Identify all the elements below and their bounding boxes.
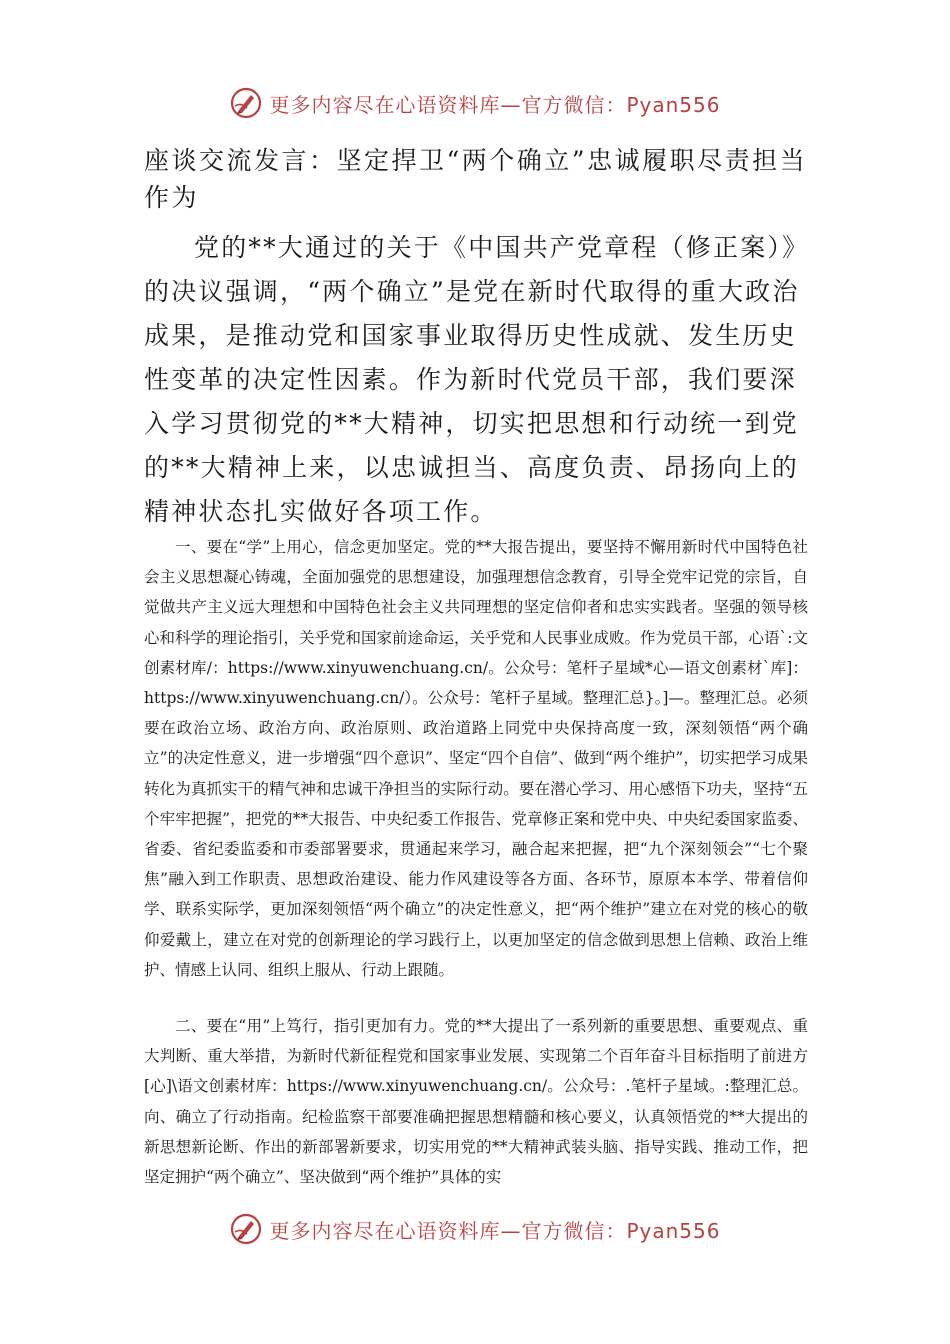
header-watermark xyxy=(0,80,950,126)
pen-logo-icon xyxy=(229,1212,263,1246)
document-title: 座谈交流发言：坚定捍卫“两个确立”忠诚履职尽责担当作为 xyxy=(144,146,808,212)
body-paragraph-2: 二、要在“用”上笃行，指引更加有力。党的**大提出了一系列新的重要思想、重要观点、重大判断、重大举措，为新时代新征程党和国家事业发展、实现第二个百年奋斗目标指明了前进方[心]\语文创素材库：https://www.xinyuwenchuang.cn/。公众号：.笔杆子星域。:整理汇总。向、确立了行动指南。纪检监察干部要准确把握思想精髓和核心要义，认真领悟党的**大提出的新思想新论断、作出的新部署新要求，切实用党的**大精神武装头脑、指导实践、推动工作，把坚定拥护“两个确立”、坚决做到“两个维护”具体的实 xyxy=(144,1017,808,1187)
pen-logo-icon xyxy=(229,86,263,120)
body-paragraph-1: 一、要在“学”上用心，信念更加坚定。党的**大报告提出，要坚持不懈用新时代中国特色社会主义思想凝心铸魂，全面加强党的思想建设，加强理想信念教育，引导全党牢记党的宗旨，自觉做共产主义远大理想和中国特色社会主义共同理想的坚定信仰者和忠实实践者。坚强的领导核心和科学的理论指引，关乎党和国家前途命运，关乎党和人民事业成败。作为党员干部，心语`:文创素材库/：https://www.xinyuwenchuang.cn/。公众号：笔杆子星域*心—语文创素材`库]：https://www.xinyuwenchuang.cn/）。公众号：笔杆子星域。整理汇总}。]—。整理汇总。必须要在政治立场、政治方向、政治原则、政治道路上同党中央保持高度一致，深刻领悟“两个确立”的决定性意义，进一步增强“四个意识”、坚定“四个自信”、做到“两个维护”，切实把学习成果转化为真抓实干的精气神和忠诚干净担当的实际行动。要在潜心学习、用心感悟下功夫，坚持“五个牢牢把握”，把党的**大报告、中央纪委工作报告、党章修正案和党中央、中央纪委国家监委、省委、省纪委监委和市委部署要求，贯通起来学习，融合起来把握，把“九个深刻领会”“七个聚焦”融入到工作职责、思想政治建设、能力作风建设等各方面、各环节，原原本本学、带着信仰学、联系实际学，更加深刻领悟“两个确立”的决定性意义，把“两个维护”建立在对党的核心的敬仰爱戴上，建立在对党的创新理论的学习践行上，以更加坚定的信念做到思想上信赖、政治上维护、情感上认同、组织上服从、行动上跟随。 xyxy=(144,538,808,979)
lead-paragraph: 党的**大通过的关于《中国共产党章程（修正案）》的决议强调，“两个确立”是党在新时代取得的重大政治成果，是推动党和国家事业取得历史性成就、发生历史性变革的决定性因素。作为新时代党员干部，我们要深入学习贯彻党的**大精神，切实把思想和行动统一到党的**大精神上来，以忠诚担当、高度负责、昂扬向上的精神状态扎实做好各项工作。 xyxy=(144,233,800,526)
watermark-text: 更多内容尽在心语资料库—官方微信：Pyan556 xyxy=(269,1218,721,1243)
watermark-text: 更多内容尽在心语资料库—官方微信：Pyan556 xyxy=(269,92,721,117)
footer-watermark xyxy=(0,1206,950,1252)
